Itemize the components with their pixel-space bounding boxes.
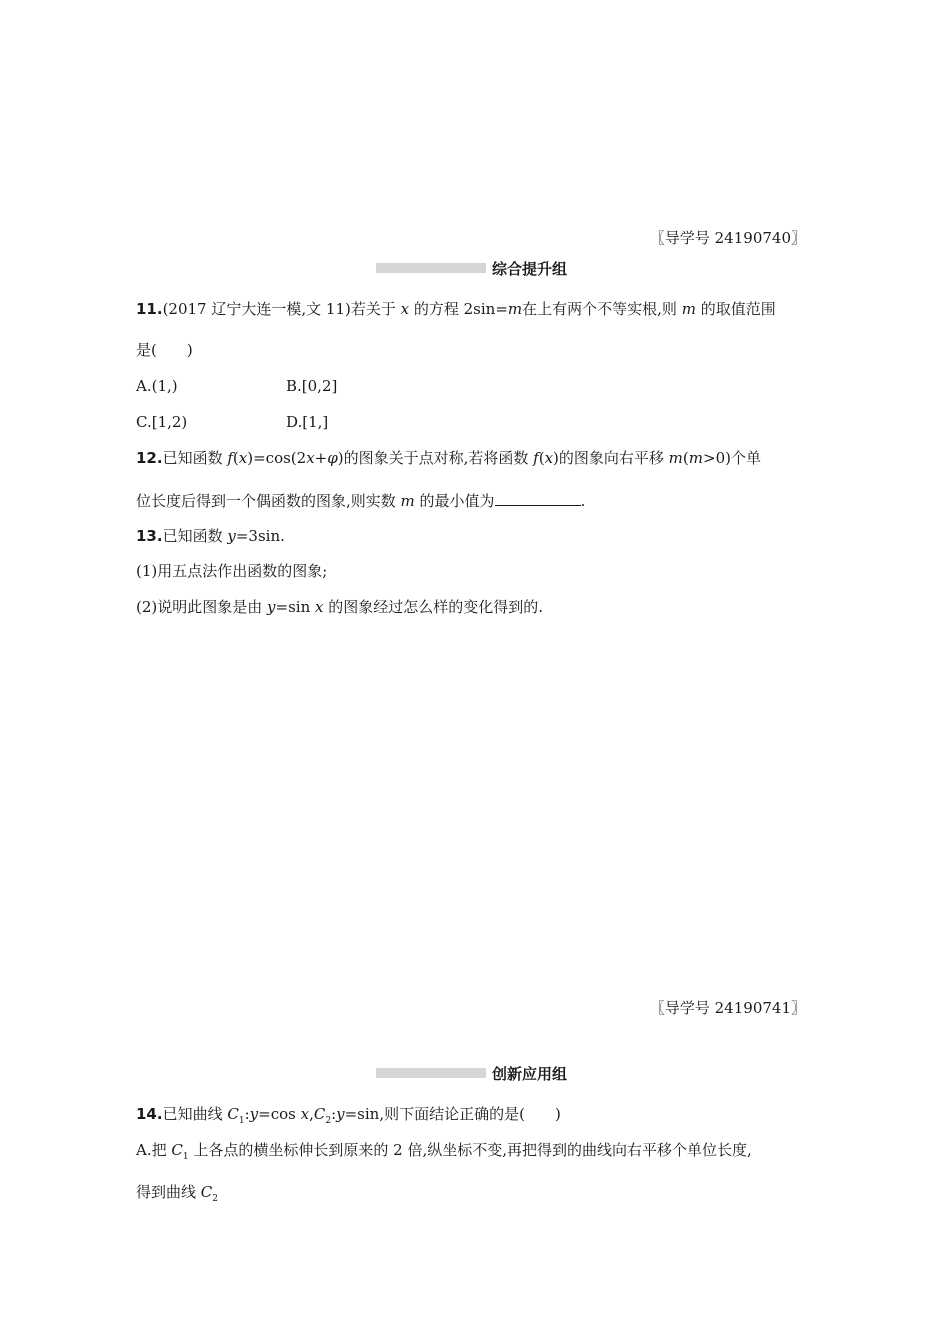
text: (2017 辽宁大连一模,文 11)若关于 bbox=[162, 300, 401, 318]
question-12-line2 bbox=[136, 490, 585, 511]
text: )的图象关于点对称,若将函数 bbox=[337, 449, 534, 467]
text: 得到曲线 bbox=[136, 1183, 201, 1201]
var: y bbox=[336, 1105, 345, 1123]
text: ( bbox=[232, 449, 239, 467]
text: : bbox=[244, 1105, 250, 1123]
var: x bbox=[544, 449, 554, 467]
question-13 bbox=[136, 526, 285, 546]
var: x bbox=[400, 300, 410, 318]
var: x bbox=[306, 449, 315, 467]
question-11-line2: 是( ) bbox=[136, 341, 193, 359]
text: =sin,则下面结论正确的是( ) bbox=[344, 1105, 561, 1123]
text: . bbox=[580, 492, 586, 510]
var: x bbox=[300, 1105, 310, 1123]
question-14 bbox=[136, 1104, 561, 1131]
text: 上各点的横坐标伸长到原来的 2 倍,纵坐标不变,再把得到的曲线向右平移个单位长度, bbox=[188, 1141, 752, 1159]
text: 的方程 2sin= bbox=[409, 300, 508, 318]
text: 的图象经过怎么样的变化得到的. bbox=[323, 598, 544, 616]
reference-number: 〖导学号 24190740〗 bbox=[649, 229, 806, 247]
text: =cos bbox=[258, 1105, 301, 1123]
var: f bbox=[227, 449, 233, 467]
answer-blank[interactable] bbox=[495, 490, 581, 506]
text: A.把 bbox=[136, 1141, 172, 1159]
section-header bbox=[376, 258, 567, 278]
text: >0)个单 bbox=[703, 449, 761, 467]
var: m bbox=[507, 300, 523, 318]
text: : bbox=[331, 1105, 337, 1123]
var: m bbox=[681, 300, 696, 318]
option-d: D.[1,] bbox=[286, 413, 329, 431]
subscript: 2 bbox=[325, 1116, 332, 1126]
text: ( bbox=[682, 449, 689, 467]
var: x bbox=[315, 598, 324, 616]
question-number: 11. bbox=[136, 300, 163, 318]
question-number: 14. bbox=[136, 1105, 163, 1123]
var: y bbox=[267, 598, 276, 616]
var: m bbox=[688, 449, 703, 467]
var: y bbox=[227, 527, 236, 545]
text: ( bbox=[538, 449, 545, 467]
section-bar bbox=[376, 263, 486, 273]
text: 的最小值为 bbox=[414, 492, 495, 510]
var: f bbox=[533, 449, 539, 467]
section-title: 综合提升组 bbox=[492, 259, 568, 278]
text: 的取值范围 bbox=[695, 300, 776, 318]
subscript: 1 bbox=[238, 1116, 245, 1126]
text: 位长度后得到一个偶函数的图象,则实数 bbox=[136, 492, 401, 510]
question-12 bbox=[136, 448, 761, 468]
option-b: B.[0,2] bbox=[286, 377, 338, 395]
var: m bbox=[400, 492, 415, 510]
question-11 bbox=[136, 299, 776, 319]
text: =sin bbox=[275, 598, 316, 616]
text: (2)说明此图象是由 bbox=[136, 598, 268, 616]
text: )=cos(2 bbox=[247, 449, 307, 467]
var: x bbox=[238, 449, 248, 467]
subscript: 2 bbox=[212, 1194, 218, 1204]
var: C bbox=[227, 1105, 239, 1123]
subscript: 1 bbox=[182, 1152, 189, 1162]
reference-number: 〖导学号 24190741〗 bbox=[649, 999, 806, 1017]
var: C bbox=[171, 1141, 183, 1159]
text: + bbox=[314, 449, 328, 467]
text: 已知曲线 bbox=[162, 1105, 228, 1123]
text: =3sin. bbox=[235, 527, 285, 545]
var: y bbox=[249, 1105, 259, 1123]
text: , bbox=[309, 1105, 314, 1123]
question-number: 12. bbox=[136, 449, 163, 467]
var: m bbox=[668, 449, 683, 467]
text: 已知函数 bbox=[162, 527, 228, 545]
section-title: 创新应用组 bbox=[492, 1064, 568, 1083]
text: )的图象向右平移 bbox=[553, 449, 669, 467]
option-a: A.(1,) bbox=[136, 377, 178, 395]
question-14-option-a-line2 bbox=[136, 1182, 218, 1209]
text: 已知函数 bbox=[162, 449, 228, 467]
text: 在上有两个不等实根,则 bbox=[522, 300, 682, 318]
option-c: C.[1,2) bbox=[136, 413, 188, 431]
question-13-part1: (1)用五点法作出函数的图象; bbox=[136, 562, 328, 580]
var: φ bbox=[327, 449, 338, 467]
section-bar bbox=[376, 1068, 486, 1078]
var: C bbox=[200, 1183, 213, 1201]
section-header bbox=[376, 1063, 567, 1083]
question-14-option-a bbox=[136, 1140, 752, 1167]
question-13-part2 bbox=[136, 597, 543, 617]
var: C bbox=[313, 1105, 326, 1123]
question-number: 13. bbox=[136, 527, 163, 545]
